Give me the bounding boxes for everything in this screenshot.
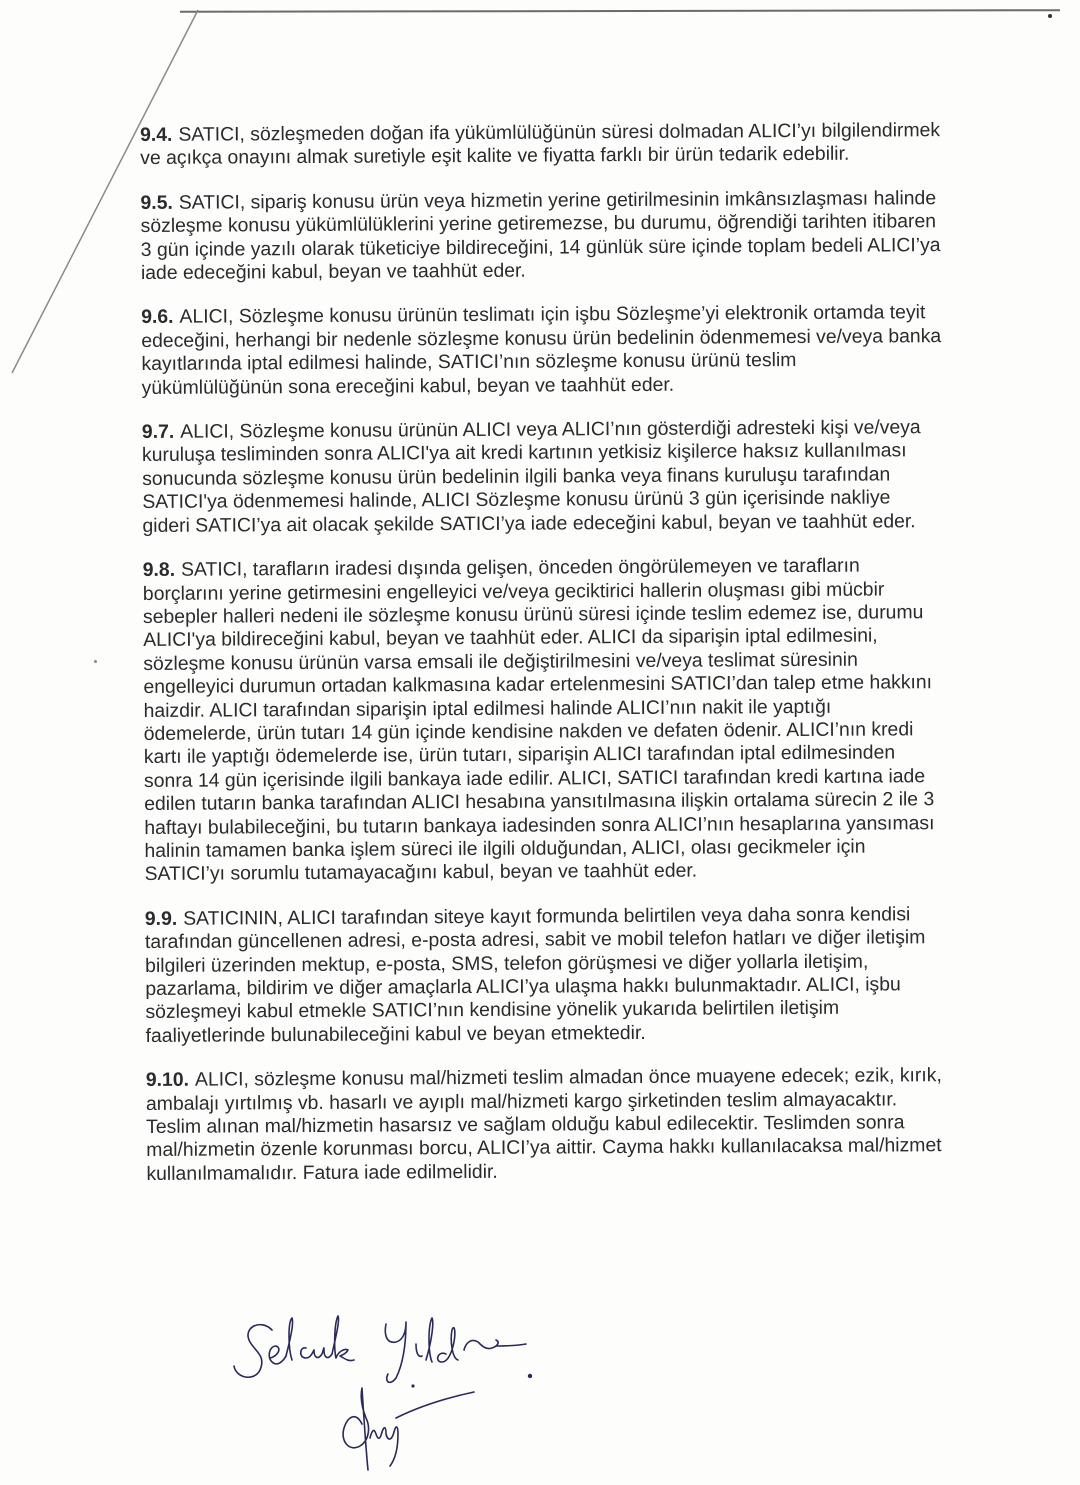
scan-top-edge <box>180 9 1060 13</box>
clause-number: 9.8. <box>142 558 176 582</box>
clause-text: SATICI, sipariş konusu ürün veya hizmetin yerine getirilmesinin imkânsızlaşması halinde sözleşme konusu yükümlülüklerini yerine getiremezse, bu durumu, öğrendiği tarihten itibaren 3 gün içinde yazılı olarak tüketiciye bildireceğini, 14 günlük süre içinde toplam bedeli ALICI’ya iade edeceğini kabul, beyan ve taahhüt eder. <box>140 186 941 285</box>
clause-number: 9.10. <box>145 1068 190 1092</box>
clause-9-7 <box>142 416 943 538</box>
scan-speck <box>1048 14 1052 18</box>
scan-speck <box>94 660 97 663</box>
clause-number: 9.6. <box>141 306 174 329</box>
contract-page <box>140 119 947 1207</box>
handwritten-signature <box>220 1300 640 1480</box>
clause-number: 9.7. <box>141 420 175 444</box>
clause-text: SATICI, sözleşmeden doğan ifa yükümlülüğünün süresi dolmadan ALICI’yı bilgilendirmek ve açıkça onayını almak suretiyle eşit kalite ve fiyatta farklı bir ürün tedarik edebilir. <box>140 119 941 170</box>
clause-number: 9.9. <box>144 907 178 930</box>
clause-9-9 <box>145 903 946 1048</box>
clause-9-4 <box>140 119 940 171</box>
signature-dot <box>411 1384 414 1387</box>
signature-dot <box>528 1374 532 1378</box>
clause-9-8 <box>143 554 945 887</box>
clause-text: ALICI, sözleşme konusu mal/hizmeti teslim almadan önce muayene edecek; ezik, kırık, ambalajı yırtılmış vb. hasarlı ve ayıplı mal/hizmeti kargo şirketinden teslim almayacaktır. Teslim alınan mal/hizmetin hasarsız ve sağlam olduğu kabul edilecektir. Teslimden sonra mal/hizmetin özenle korunması borcu, ALICI’ya aittir. Cayma hakkı kullanılacaksa mal/hizmet kullanılmamalıdır. Fatura iade edilmelidir. <box>145 1064 942 1185</box>
clause-9-5 <box>140 187 941 286</box>
clause-number: 9.4. <box>140 123 173 146</box>
clause-9-6 <box>141 302 942 401</box>
clause-text: ALICI, Sözleşme konusu ürünün ALICI veya ALICI’nın gösterdiği adresteki kişi ve/veya kuruluşa tesliminden sonra ALICI'ya ait kredi kartının yetkisiz kişilerce haksız kullanılması sonucunda sözleşme konusu ürün bedelinin ilgili banka veya finans kuruluşu tarafından SATICI'ya ödenmemesi halinde, ALICI Sözleşme konusu ürünü 3 gün içerisinde nakliye gideri SATICI’ya ait olacak şekilde SATICI’ya iade edeceğini kabul, beyan ve taahhüt eder. <box>141 416 921 537</box>
clause-text: SATICI, tarafların iradesi dışında gelişen, önceden öngörülemeyen ve tarafların borçlarını yerine getirmesini engelleyici ve/veya geciktirici hallerin oluşması gibi mücbir sebepler halleri nedeni ile sözleşme konusu ürünü süresi içinde teslim edemez ise, durumu ALICI'ya bildireceğini kabul, beyan ve taahhüt eder. ALICI da siparişin iptal edilmesini, sözleşme konusu ürünün varsa emsali ile değiştirilmesini ve/veya teslimat süresinin engelleyici durumun ortadan kalkmasına kadar ertelenmesini SATICI’dan talep etme hakkını haizdir. ALICI tarafından siparişin iptal edilmesi halinde ALICI’nın nakit ile yaptığı ödemelerde, ürün tutarı 14 gün içinde kendisine nakden ve defaten ödenir. ALICI’nın kredi kartı ile yaptığı ödemelerde ise, ürün tutarı, siparişin ALICI tarafından iptal edilmesinden sonra 14 gün içerisinde ilgili bankaya iade edilir. ALICI, SATICI tarafından kredi kartına iade edilen tutarın banka tarafından ALICI hesabına yansıtılmasına ilişkin ortalama sürecin 2 ile 3 haftayı bulabileceğini, bu tutarın bankaya iadesinden sonra ALICI’nın hesaplarına yansıması halinin tamamen banka işlem süreci ile ilgili olduğundan, ALICI, olası gecikmeler için SATICI’yı sorumlu tutamayacağını kabul, beyan ve taahhüt eder. <box>142 554 935 886</box>
clause-text: SATICININ, ALICI tarafından siteye kayıt formunda belirtilen veya daha sonra kendisi tarafından güncellenen adresi, e-posta adresi, sabit ve mobil telefon hatları ve diğer iletişim bilgileri üzerinden mektup, e-posta, SMS, telefon görüşmesi ve diğer yollarla iletişim, pazarlama, bildirim ve diğer amaçlarla ALICI’ya ulaşma hakkı bulunmaktadır. ALICI, işbu sözleşmeyi kabul etmekle SATICI’nın kendisine yönelik yukarıda belirtilen iletişim faaliyetlerinde bulunabileceğini kabul ve beyan etmektedir. <box>144 903 926 1047</box>
clause-text: ALICI, Sözleşme konusu ürünün teslimatı için işbu Sözleşme’yi elektronik ortamda teyit edeceğini, herhangi bir nedenle sözleşme konusu ürün bedelinin ödenmemesi ve/veya banka kayıtlarında iptal edilmesi halinde, SATICI’nın sözleşme konusu ürünü teslim yükümlülüğünün sona ereceğini kabul, beyan ve taahhüt eder. <box>141 301 942 399</box>
clause-9-10 <box>146 1064 947 1186</box>
clause-number: 9.5. <box>140 191 173 214</box>
